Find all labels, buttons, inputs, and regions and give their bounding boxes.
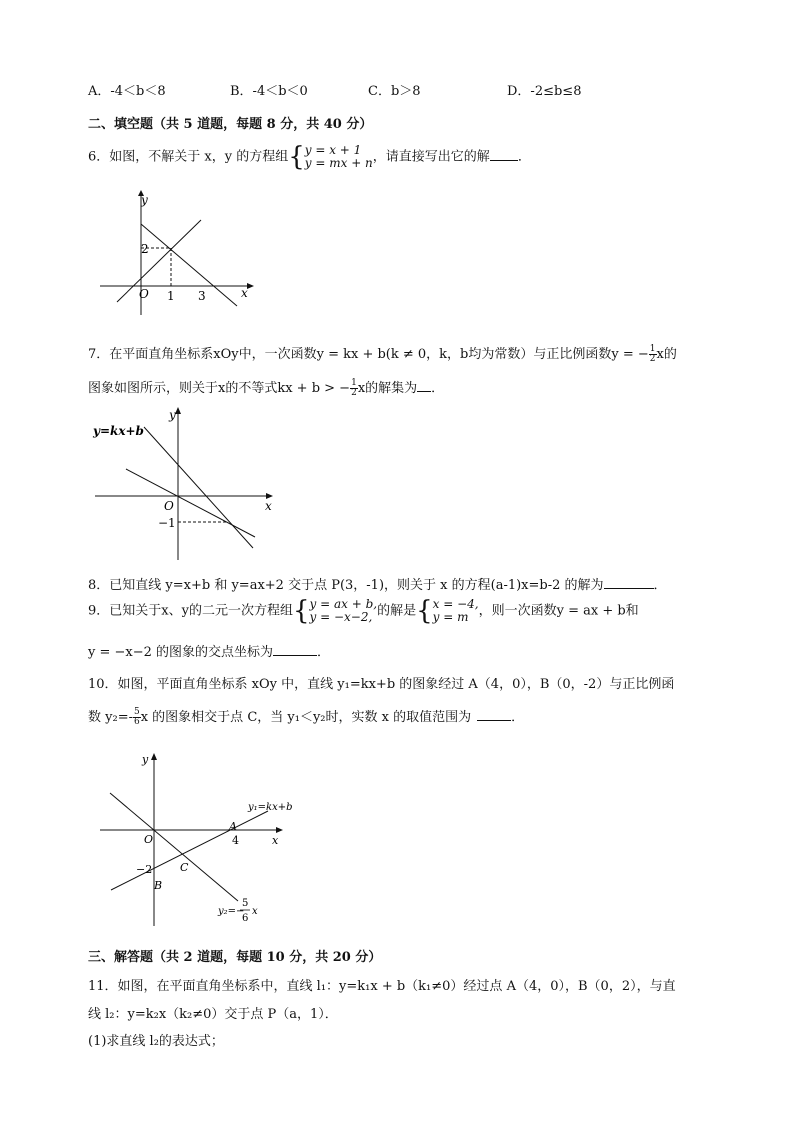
q7-fraction-1 [649, 345, 657, 364]
q9-line2-text: y = −x−2 的图象的交点坐标为 [88, 645, 274, 660]
q10-line2 [88, 706, 524, 727]
q7-line2-text: 图象如图所示，则关于x的不等式kx + b > − [88, 381, 351, 396]
q10-line-y2 [110, 793, 238, 901]
q5-option-d: D．-2≤b≤8 [507, 84, 582, 99]
q10-frac-den: 6 [133, 717, 140, 727]
q10-answer-blank [477, 708, 511, 721]
q7-tick-neg1: −1 [158, 516, 176, 530]
q7-frac1-den: 2 [649, 354, 656, 364]
q11-part1: (1)求直线 l₂的表达式； [88, 1034, 224, 1049]
q9-text-before: 9．已知关于x、y的二元一次方程组 [88, 603, 293, 619]
q6-x-label: x [241, 286, 248, 300]
q9-brace-2: { [416, 596, 433, 626]
q10-frac-num: 5 [133, 707, 140, 717]
q7-frac2-den: 2 [351, 388, 357, 398]
q6-graph [95, 190, 255, 320]
q7-frac2-num: 1 [351, 378, 357, 388]
q10-label-c: C [180, 861, 189, 874]
q8-question [88, 574, 667, 593]
q10-y2-num: 5 [242, 898, 249, 909]
q7-line1-text: 7．在平面直角坐标系xOy中，一次函数y = kx + b(k ≠ 0，k，b均为常数）与正比例函数y = − [88, 347, 649, 362]
q7-frac1-num: 1 [649, 344, 656, 354]
q7-origin-label: O [164, 499, 174, 513]
q6-y-label: y [141, 193, 148, 207]
q10-label-a: A [229, 820, 237, 833]
q6-tick-3: 3 [198, 289, 206, 303]
q7-line2 [88, 377, 444, 398]
q9-line2 [88, 641, 330, 660]
q10-line2-a: 数 y₂=- [88, 710, 133, 725]
q6-question [88, 144, 531, 170]
q10-label-b: B [154, 879, 163, 892]
q10-tick-4: 4 [232, 834, 239, 847]
q9-line2-end: ． [317, 645, 331, 660]
q5-option-b: B．-4＜b＜0 [230, 84, 308, 99]
q10-line-y1 [111, 811, 268, 890]
section3-heading: 三、解答题（共 2 道题，每题 10 分，共 20 分） [88, 950, 382, 965]
q7-line2-end: x的解集为 [357, 381, 418, 396]
q10-line2-b: x 的图象相交于点 C，当 y₁＜y₂时，实数 x 的取值范围为 [140, 710, 472, 725]
q10-line2-end: ． [511, 710, 525, 725]
q5-option-c: C．b＞8 [368, 84, 421, 99]
q10-graph [96, 748, 306, 930]
q10-fraction [133, 708, 141, 727]
q6-equation-system [305, 144, 373, 170]
q8-end: ． [653, 578, 667, 593]
q6-text-before: 6．如图，不解关于 x，y 的方程组 [88, 149, 289, 165]
q6-eq2: y = mx + n [304, 156, 373, 170]
q11-line1: 11．如图，在平面直角坐标系中，直线 l₁：y=k₁x + b（k₁≠0）经过点 A（4，0），B（0，2），与直 [88, 979, 676, 994]
q6-origin-label: O [139, 287, 149, 301]
q6-tick-1: 1 [167, 289, 175, 303]
q9-text-after: ，则一次函数y = ax + b和 [478, 603, 639, 619]
q9-equation-system [310, 598, 378, 624]
q10-y2-label: y₂=− [218, 906, 245, 917]
q10-y-arrow [151, 753, 157, 760]
q7-fraction-2 [350, 379, 358, 398]
q10-x-label: x [272, 834, 279, 847]
q10-y-label: y [142, 753, 149, 766]
q7-y-label: y [169, 408, 176, 422]
q9-line1 [88, 598, 639, 624]
q10-origin-label: O [144, 833, 154, 846]
q9-solution-system [433, 598, 479, 624]
q7-x-label: x [265, 499, 272, 513]
q9-text-mid: 的解是 [377, 603, 417, 619]
q6-eq1: y = x + 1 [304, 143, 362, 157]
q6-text-end: ． [517, 149, 531, 165]
q6-line-y-x-plus-1 [117, 220, 201, 302]
q7-line1-end: x的 [656, 347, 677, 362]
q10-x-arrow [276, 827, 283, 833]
q7-line1 [88, 343, 677, 364]
q10-y2-x: x [252, 906, 258, 917]
q6-x-arrow [247, 283, 254, 289]
q11-line2: 线 l₂：y=k₂x（k₂≠0）交于点 P（a，1）． [88, 1007, 338, 1022]
q6-tick-2: 2 [141, 242, 149, 256]
q9-eq2: y = −x−2, [309, 610, 373, 624]
q7-answer-blank [417, 379, 431, 392]
q9-answer-blank [273, 643, 317, 656]
q7-y-arrow [175, 407, 181, 414]
q10-line1: 10．如图，平面直角坐标系 xOy 中，直线 y₁=kx+b 的图象经过 A（4，0），B（0，-2）与正比例函 [88, 677, 675, 692]
q7-graph [90, 405, 280, 565]
section2-heading: 二、填空题（共 5 道题，每题 8 分，共 40 分） [88, 117, 373, 132]
q10-tick-neg2: −2 [136, 863, 153, 876]
q7-line2-tail: ． [431, 381, 445, 396]
q9-sol2: y = m [432, 610, 469, 624]
q6-answer-blank [490, 148, 518, 161]
q8-answer-blank [604, 576, 654, 589]
q8-text: 8．已知直线 y=x+b 和 y=ax+2 交于点 P(3，-1)，则关于 x 的方程(a-1)x=b-2 的解为 [88, 578, 604, 593]
q5-option-a: A．-4＜b＜8 [88, 84, 166, 99]
q9-eq1: y = ax + b, [309, 597, 378, 611]
q6-text-after: ，请直接写出它的解 [372, 149, 490, 165]
q10-y2-den: 6 [242, 913, 249, 924]
q9-brace-1: { [292, 596, 310, 626]
q9-sol1: x = −4, [432, 597, 479, 611]
q6-brace: { [288, 142, 305, 172]
q7-line-label: y=kx+b [93, 424, 144, 438]
q10-y1-label: y₁=kx+b [248, 802, 293, 813]
